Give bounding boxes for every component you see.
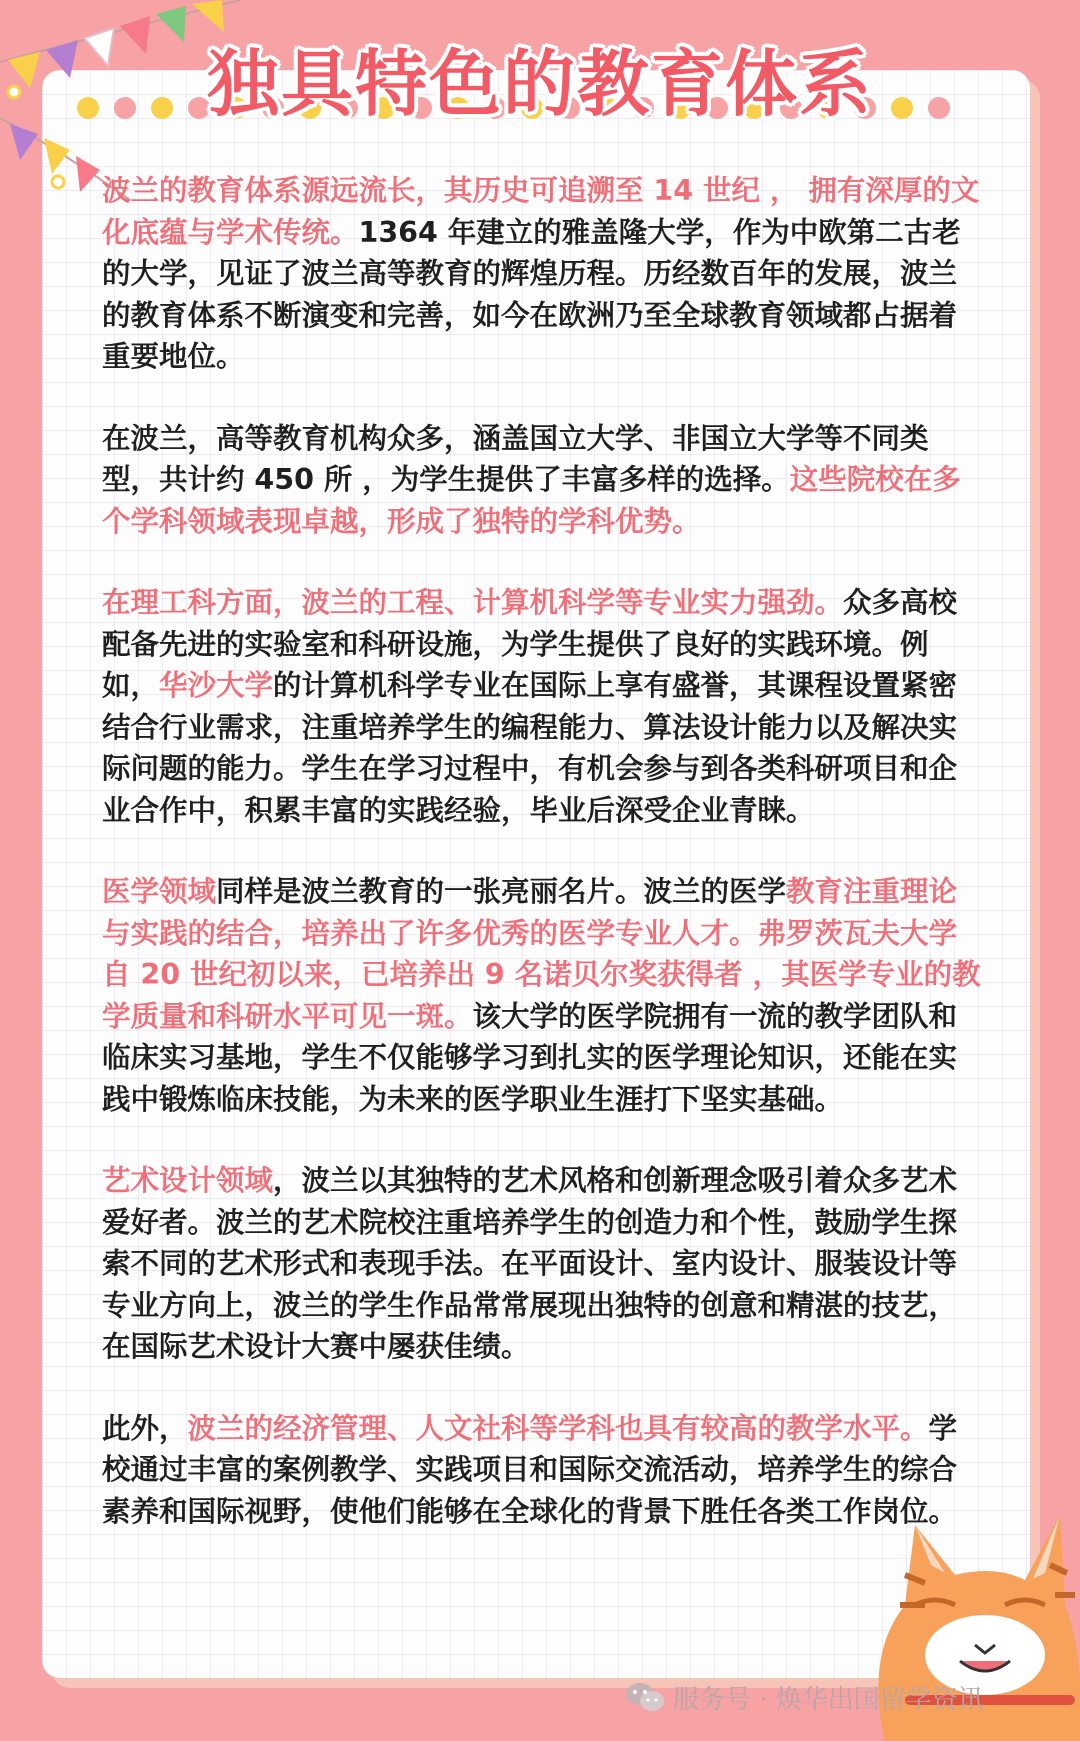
highlight-text: 医学领域 bbox=[102, 875, 217, 908]
highlight-text: 华沙大学 bbox=[159, 669, 274, 702]
paragraph bbox=[102, 1160, 982, 1368]
body-text: 的计算机科学专业在国际上享有盛誉，其课程设置紧密结合行业需求，注重培养学生的编程能力、算法设计能力以及解决实际问题的能力。学生在学习过程中，有机会参与到各类科研项目和企业合作中，积累丰富的实践经验，毕业后深受企业青睐。 bbox=[102, 669, 958, 827]
body-text: 此外， bbox=[102, 1411, 188, 1445]
paragraph bbox=[102, 418, 982, 543]
page-title: 独具特色的教育体系 bbox=[206, 42, 873, 126]
body-text: 学校通过丰富的案例教学、实践项目和国际交流活动，培养学生的综合素养和国际视野，使他们能够在全球化的背景下胜任各类工作岗位。 bbox=[102, 1411, 958, 1528]
highlight-text: 艺术设计领域 bbox=[102, 1164, 274, 1197]
highlight-text: 波兰的经济管理、人文社科等学科也具有较高的教学水平。 bbox=[187, 1411, 929, 1445]
body-text: 1364 年建立的雅盖隆大学，作为中欧第二古老的大学，见证了波兰高等教育的辉煌历程。历经数百年的发展，波兰的教育体系不断演变和完善，如今在欧洲乃至全球教育领域都占据着重要地位。 bbox=[102, 215, 961, 373]
highlight-text: 波兰的教育体系源远流长，其历史可追溯至 14 世纪 ， 拥有深厚的文化底蕴与学术传统。 bbox=[102, 174, 980, 249]
wechat-icon bbox=[625, 1680, 665, 1714]
paragraph bbox=[102, 170, 982, 378]
highlight-text: 这些院校在多个学科领域表现卓越，形成了独特的学科优势。 bbox=[102, 463, 961, 538]
paragraph bbox=[102, 871, 982, 1120]
body-text: 同样是波兰教育的一张亮丽名片。波兰的医学 bbox=[216, 875, 787, 908]
highlight-text: 教育注重理论与实践的结合，培养出了许多优秀的医学专业人才。弗罗茨瓦夫大学自 20 世纪初以来，已培养出 9 名诺贝尔奖获得者 ，其医学专业的教学质量和科研水平可见一斑。 bbox=[102, 875, 981, 1033]
article-body bbox=[102, 170, 982, 1532]
body-text: 该大学的医学院拥有一流的教学团队和临床实习基地，学生不仅能够学习到扎实的医学理论知识，还能在实践中锻炼临床技能，为未来的医学职业生涯打下坚实基础。 bbox=[102, 999, 958, 1116]
watermark-text: 服务号 · 焕华出国留学资讯 bbox=[673, 1684, 984, 1715]
watermark bbox=[625, 1675, 1065, 1719]
highlight-text: 在理工科方面，波兰的工程、计算机科学等专业实力强劲。 bbox=[102, 586, 844, 619]
body-text: ，波兰以其独特的艺术风格和创新理念吸引着众多艺术爱好者。波兰的艺术院校注重培养学生的创造力和个性，鼓励学生探索不同的艺术形式和表现手法。在平面设计、室内设计、服装设计等专业方向上，波兰的学生作品常常展现出独特的创意和精湛的技艺，在国际艺术设计大赛中屡获佳绩。 bbox=[102, 1164, 958, 1363]
paragraph bbox=[102, 582, 982, 831]
body-text: 在波兰，高等教育机构众多，涵盖国立大学、非国立大学等不同类型，共计约 450 所 ，为学生提供了丰富多样的选择。 bbox=[102, 421, 929, 496]
body-text: 众多高校配备先进的实验室和科研设施，为学生提供了良好的实践环境。例如， bbox=[102, 586, 958, 702]
